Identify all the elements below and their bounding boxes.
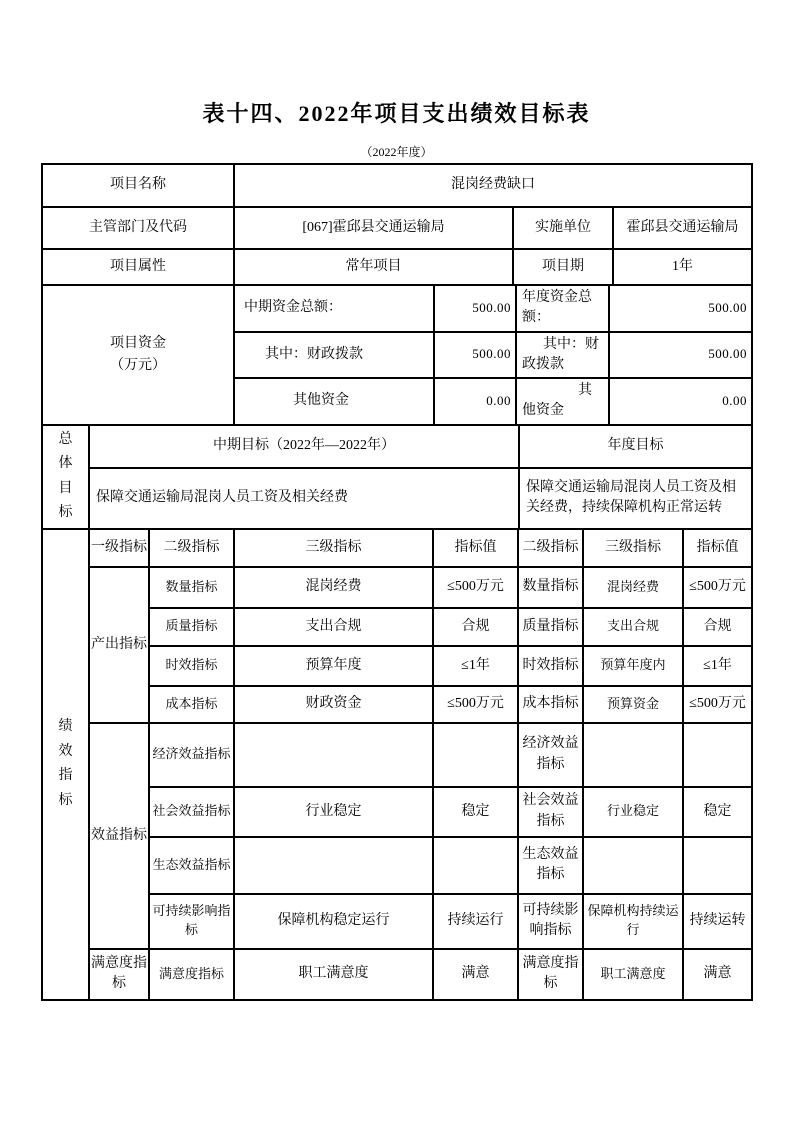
indicator-cell: 混岗经费	[234, 567, 433, 608]
mid-fiscal-label: 其中：财政拨款	[234, 332, 434, 379]
level1-satisfaction-cell: 满意度指标	[89, 949, 149, 999]
indicator-cell: 稳定	[683, 787, 751, 837]
indicator-cell: 保障机构持续运行	[583, 894, 683, 949]
indicator-cell: 满意度指标	[518, 949, 583, 999]
indicator-cell: 满意度指标	[149, 949, 234, 999]
level1-output-cell: 产出指标	[89, 567, 149, 723]
mid-goal-text: 保障交通运输局混岗人员工资及相关经费	[89, 468, 519, 529]
indicator-cell: 财政资金	[234, 686, 433, 723]
indicator-cell	[583, 837, 683, 894]
document-title: 表十四、2022年项目支出绩效目标表	[202, 101, 591, 126]
mid-goal-header: 中期目标（2022年—2022年）	[89, 426, 519, 468]
attribute-label: 项目属性	[43, 249, 234, 285]
annual-fiscal-label: 其中：财政拨款	[516, 332, 609, 379]
indicator-cell: 可持续影响指标	[149, 894, 234, 949]
annual-other-value: 0.00	[609, 378, 751, 425]
project-name-label: 项目名称	[43, 165, 234, 207]
indicator-cell: 数量指标	[149, 567, 234, 608]
indicator-cell: ≤500万元	[433, 686, 518, 723]
header-level3-mid: 三级指标	[234, 530, 433, 567]
indicator-cell: ≤500万元	[683, 686, 751, 723]
indicator-cell: 职工满意度	[583, 949, 683, 999]
attribute-value: 常年项目	[234, 249, 513, 285]
indicator-cell: 可持续影响指标	[518, 894, 583, 949]
indicator-cell: 保障机构稳定运行	[234, 894, 433, 949]
annual-fiscal-value: 500.00	[609, 332, 751, 379]
indicators-section	[43, 530, 751, 999]
overall-goal-section	[43, 426, 751, 530]
department-label: 主管部门及代码	[43, 207, 234, 249]
funding-section-label: 项目资金（万元）	[43, 286, 234, 425]
annual-total-value: 500.00	[609, 286, 751, 332]
period-label: 项目期	[513, 249, 613, 285]
indicator-cell: ≤1年	[433, 646, 518, 686]
indicator-cell: 成本指标	[518, 686, 583, 723]
header-level3-annual: 三级指标	[583, 530, 683, 567]
indicator-cell	[234, 723, 433, 787]
indicator-cell	[683, 837, 751, 894]
indicator-cell: 生态效益指标	[518, 837, 583, 894]
indicator-cell: 满意	[433, 949, 518, 999]
indicator-cell: 时效指标	[149, 646, 234, 686]
overall-goal-label: 总体目标	[43, 426, 89, 529]
impl-unit-value: 霍邱县交通运输局	[613, 207, 751, 249]
indicator-cell: 质量指标	[518, 608, 583, 646]
annual-other-label: 其他资金	[516, 378, 609, 425]
indicator-cell: 持续运行	[433, 894, 518, 949]
indicator-cell: 成本指标	[149, 686, 234, 723]
indicator-cell: 预算年度内	[583, 646, 683, 686]
header-level1: 一级指标	[89, 530, 149, 567]
header-value-mid: 指标值	[433, 530, 518, 567]
indicator-cell: ≤1年	[683, 646, 751, 686]
indicator-cell: 社会效益指标	[518, 787, 583, 837]
indicator-cell: 职工满意度	[234, 949, 433, 999]
indicator-cell: ≤500万元	[683, 567, 751, 608]
funding-section	[43, 286, 751, 426]
indicator-cell	[234, 837, 433, 894]
document-subtitle: （2022年度）	[360, 145, 433, 159]
indicator-cell	[433, 837, 518, 894]
indicator-cell: 稳定	[433, 787, 518, 837]
header-level2-annual: 二级指标	[518, 530, 583, 567]
indicator-cell: 经济效益指标	[518, 723, 583, 787]
project-info-section	[43, 165, 751, 286]
indicator-cell: 经济效益指标	[149, 723, 234, 787]
performance-target-table	[41, 163, 753, 1001]
mid-total-value: 500.00	[434, 286, 516, 332]
indicator-cell: 质量指标	[149, 608, 234, 646]
indicator-cell: 持续运转	[683, 894, 751, 949]
annual-total-label: 年度资金总额：	[516, 286, 609, 332]
indicator-cell: 行业稳定	[234, 787, 433, 837]
header-value-annual: 指标值	[683, 530, 751, 567]
annual-goal-header: 年度目标	[519, 426, 751, 468]
mid-other-label: 其他资金	[234, 378, 434, 425]
mid-fiscal-value: 500.00	[434, 332, 516, 379]
indicator-cell: 支出合规	[234, 608, 433, 646]
header-level2-mid: 二级指标	[149, 530, 234, 567]
impl-unit-label: 实施单位	[513, 207, 613, 249]
period-value: 1年	[613, 249, 751, 285]
indicator-cell: 满意	[683, 949, 751, 999]
indicator-cell	[683, 723, 751, 787]
indicator-cell: 预算年度	[234, 646, 433, 686]
indicator-cell: 支出合规	[583, 608, 683, 646]
indicator-cell: 时效指标	[518, 646, 583, 686]
indicator-cell	[433, 723, 518, 787]
annual-goal-text: 保障交通运输局混岗人员工资及相关经费，持续保障机构正常运转	[519, 468, 751, 529]
mid-total-label: 中期资金总额：	[234, 286, 434, 332]
indicator-cell: 社会效益指标	[149, 787, 234, 837]
indicator-cell: 数量指标	[518, 567, 583, 608]
indicator-cell: 合规	[683, 608, 751, 646]
level1-benefit-cell: 效益指标	[89, 723, 149, 949]
indicators-section-label: 绩效指标	[43, 530, 89, 999]
indicator-cell: 预算资金	[583, 686, 683, 723]
indicator-cell: 生态效益指标	[149, 837, 234, 894]
department-value: [067]霍邱县交通运输局	[234, 207, 513, 249]
indicator-cell	[583, 723, 683, 787]
indicator-cell: 合规	[433, 608, 518, 646]
indicator-cell: 行业稳定	[583, 787, 683, 837]
indicator-cell: ≤500万元	[433, 567, 518, 608]
project-name-value: 混岗经费缺口	[234, 165, 751, 207]
mid-other-value: 0.00	[434, 378, 516, 425]
indicator-cell: 混岗经费	[583, 567, 683, 608]
